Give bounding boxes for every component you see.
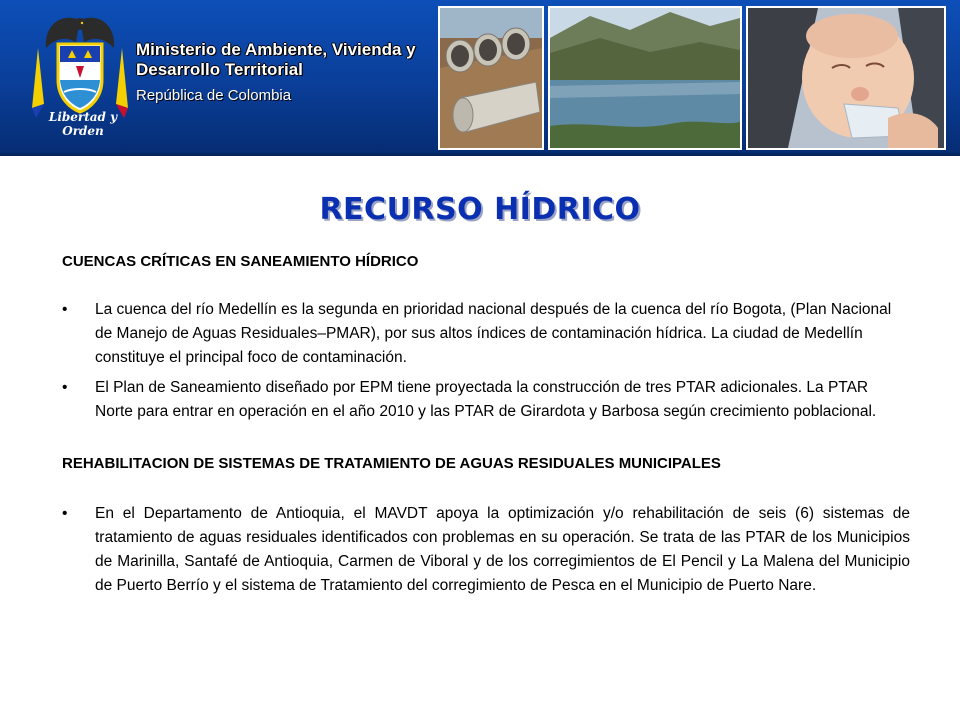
bullet-item: • La cuenca del río Medellín es la segunda en prioridad nacional después de la cuenca del río Bogota, (Plan Nacional de Manejo de Aguas Residuales–PMAR), por sus altos índices de contaminación hídrica. La ciudad de Medellín constituye el principal foco de contaminación. <box>62 298 910 370</box>
main-content <box>62 250 910 598</box>
country-name: República de Colombia <box>136 87 292 104</box>
section-heading-cuencas: CUENCAS CRÍTICAS EN SANEAMIENTO HÍDRICO <box>62 253 419 270</box>
page-title: RECURSO HÍDRICO <box>319 192 641 227</box>
pipes-construction-photo <box>438 6 544 150</box>
ministry-name: Ministerio de Ambiente, Vivienda y Desarrollo Territorial <box>136 40 416 79</box>
baby-drinking-water-photo <box>746 6 946 150</box>
header-banner <box>0 0 960 156</box>
lake-mountain-photo <box>548 6 742 150</box>
section-bullet-list <box>62 298 910 424</box>
bullet-item: • En el Departamento de Antioquia, el MAVDT apoya la optimización y/o rehabilitación de seis (6) sistemas de tratamiento de aguas residuales identificados con problemas en su operación. Se trata de las PTAR de los Municipios de Marinilla, Santafé de Antioquia, Carmen de Viboral y de los corregimientos de El Pencil y La Malena del Municipio de Puerto Berrío y el sistema de Tratamiento del corregimiento de Pesca en el Municipio de Puerto Nare. <box>62 502 910 598</box>
bullet-item: • El Plan de Saneamiento diseñado por EPM tiene proyectada la construcción de tres PTAR adicionales. La PTAR Norte para entrar en operación en el año 2010 y las PTAR de Girardota y Barbosa según crecimiento poblacional. <box>62 376 910 424</box>
section-heading-rehabilitacion: REHABILITACION DE SISTEMAS DE TRATAMIENTO DE AGUAS RESIDUALES MUNICIPALES <box>62 455 721 472</box>
national-motto: Libertad y Orden <box>48 110 118 138</box>
section-bullet-list <box>62 502 910 598</box>
